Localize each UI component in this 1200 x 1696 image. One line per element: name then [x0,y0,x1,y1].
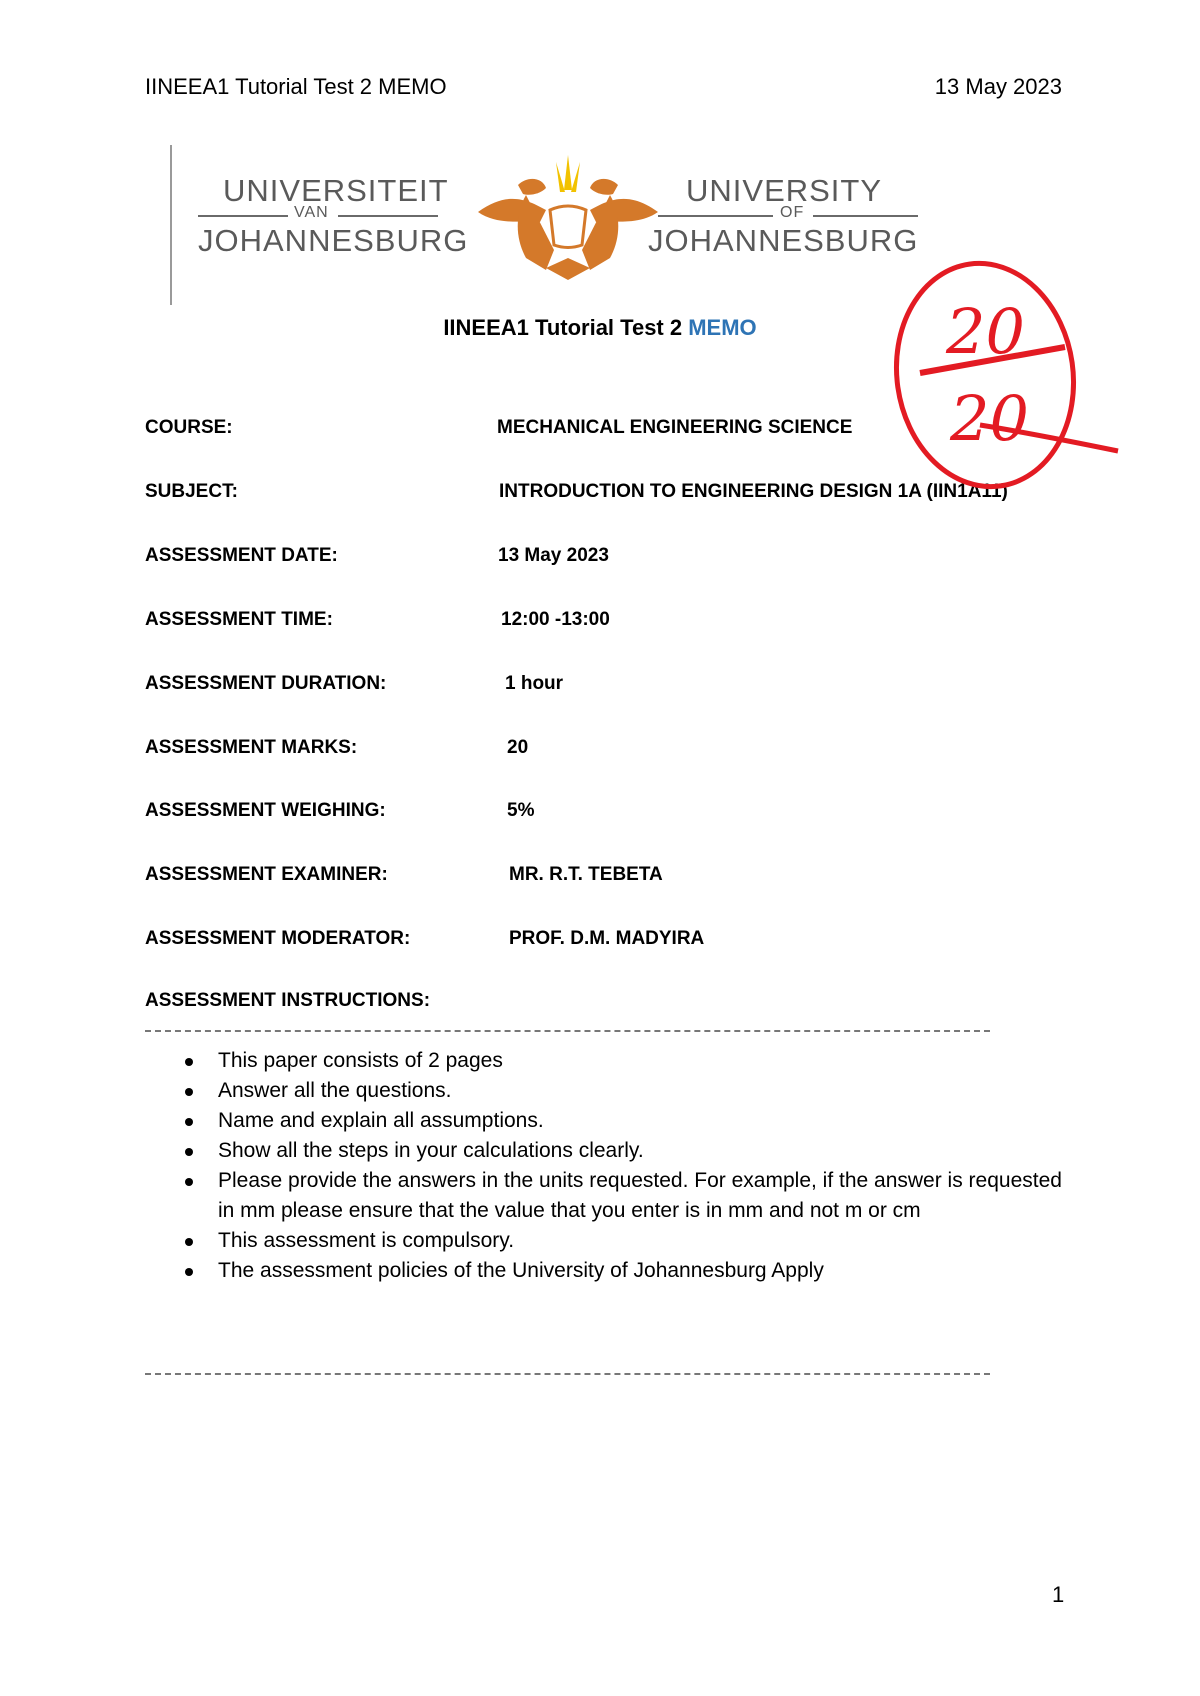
logo-right-top: UNIVERSITY [686,173,883,208]
detail-row-date [145,545,609,567]
detail-label: ASSESSMENT DATE: [145,545,338,566]
list-item: Please provide the answers in the units requested. For example, if the answer is requested in mm please ensure that the value that you enter is in mm and not m or cm [185,1166,1065,1226]
grade-mark [890,255,1120,490]
logo-left-top: UNIVERSITEIT [223,173,449,208]
detail-label: SUBJECT: [145,481,238,502]
detail-row-duration [145,673,564,695]
detail-row-course [145,417,853,439]
logo-divider [170,145,172,305]
bullet-icon [185,1118,193,1126]
detail-value: 1 hour [505,673,564,694]
logo-right-bottom: JOHANNESBURG [648,223,919,258]
detail-value: MECHANICAL ENGINEERING SCIENCE [497,417,853,438]
bullet-icon [185,1088,193,1096]
detail-label: COURSE: [145,417,233,438]
detail-label: ASSESSMENT MODERATOR: [145,928,411,949]
detail-label: ASSESSMENT WEIGHING: [145,800,386,821]
bullet-icon [185,1058,193,1066]
dashed-divider-bottom [145,1373,990,1375]
list-item: The assessment policies of the University of Johannesburg Apply [185,1256,1065,1286]
detail-label: ASSESSMENT EXAMINER: [145,864,388,885]
header-date: 13 May 2023 [934,74,1062,99]
detail-value: 5% [507,800,535,821]
bullet-icon [185,1268,193,1276]
logo-left-rule-b [338,215,438,217]
detail-row-subject [145,481,1008,503]
logo-right-rule-b [813,215,918,217]
detail-value: MR. R.T. TEBETA [509,864,663,885]
logo-left-mid: VAN [294,204,329,221]
bullet-icon [185,1178,193,1186]
detail-value: 13 May 2023 [498,545,609,566]
list-item: This paper consists of 2 pages [185,1046,1065,1076]
detail-row-time [145,609,610,631]
detail-value: INTRODUCTION TO ENGINEERING DESIGN 1A (IIN1A11) [499,481,1008,502]
page-number: 1 [1052,1582,1065,1607]
grade-total: 20 [950,382,1029,455]
bullet-icon [185,1148,193,1156]
dashed-divider-top [145,1030,990,1032]
detail-row-moderator [145,928,705,950]
logo-left-rule-a [198,215,288,217]
logo-left-bottom: JOHANNESBURG [198,223,469,258]
logo-right-mid: OF [780,204,805,221]
detail-row-marks [145,737,529,759]
university-logo [168,140,968,315]
list-item: Name and explain all assumptions. [185,1106,1065,1136]
detail-value: 12:00 -13:00 [501,609,610,630]
detail-value: PROF. D.M. MADYIRA [509,928,705,949]
detail-row-examiner [145,864,663,886]
detail-label: ASSESSMENT MARKS: [145,737,358,758]
header-title: IINEEA1 Tutorial Test 2 MEMO [145,74,447,99]
detail-label: ASSESSMENT DURATION: [145,673,387,694]
detail-row-weighing [145,800,535,822]
detail-label: ASSESSMENT TIME: [145,609,333,630]
instructions-heading: ASSESSMENT INSTRUCTIONS: [145,990,431,1011]
list-item: This assessment is compulsory. [185,1226,1065,1256]
bullet-icon [185,1238,193,1246]
instructions-list [185,1046,1065,1286]
detail-value: 20 [507,737,529,758]
list-item: Answer all the questions. [185,1076,1065,1106]
title-main: IINEEA1 Tutorial Test 2 [443,315,683,340]
emblem-icon [468,150,668,290]
title-memo: MEMO [688,315,757,340]
list-item: Show all the steps in your calculations clearly. [185,1136,1065,1166]
logo-right-rule-a [658,215,773,217]
grade-score: 20 [946,295,1025,368]
